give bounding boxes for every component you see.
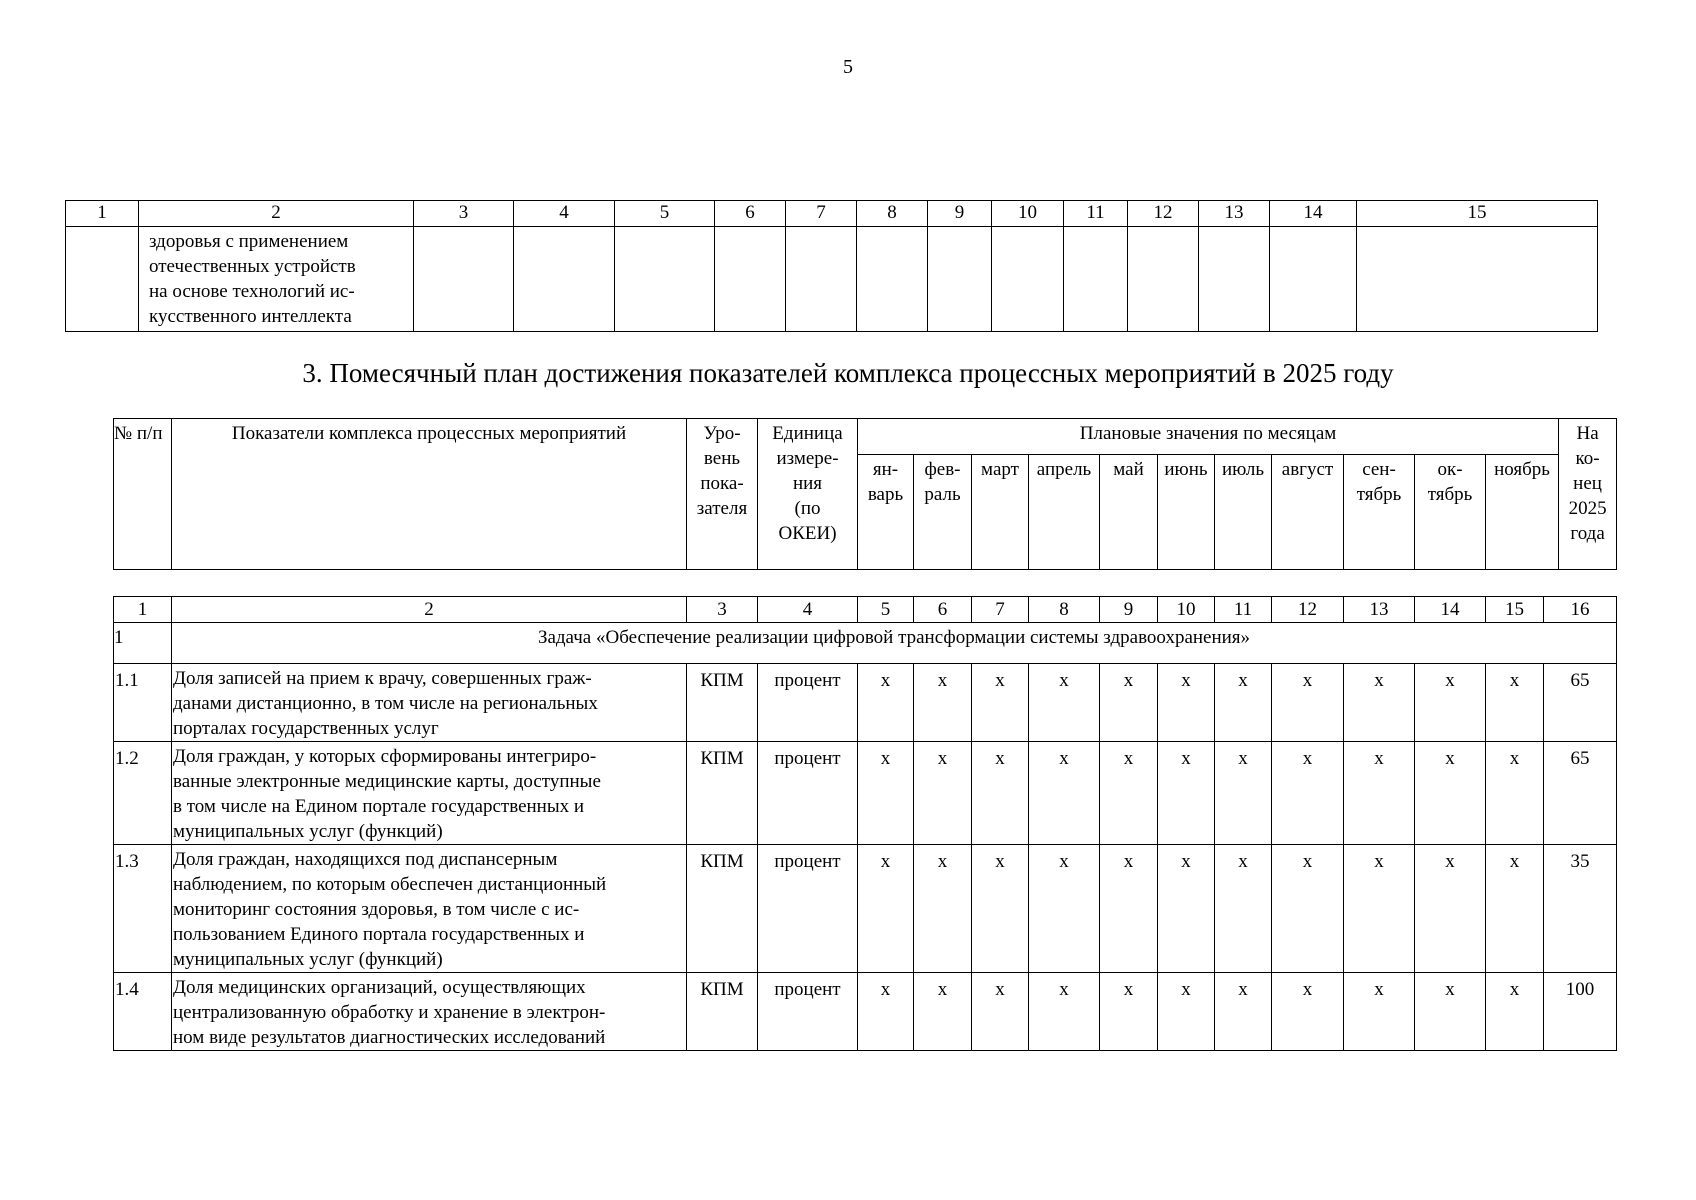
text-line: Доля граждан, находящихся под диспансерным: [173, 849, 558, 870]
col-num-2: 2: [172, 597, 687, 623]
header-end: [1559, 419, 1617, 570]
row-month-value: х: [1215, 973, 1272, 1051]
text-line: раль: [924, 484, 961, 505]
cont-col-8: 8: [857, 201, 928, 227]
cont-col-9: 9: [928, 201, 992, 227]
row-month-value: х: [972, 973, 1029, 1051]
header-indicators: Показатели комплекса процессных мероприятий: [172, 419, 687, 570]
text-line: На: [1576, 423, 1599, 444]
column-numbers-row: [114, 597, 1617, 623]
row-id: 1.1: [114, 664, 172, 742]
table-cell: [1270, 227, 1357, 332]
table-cell: [1064, 227, 1128, 332]
month-may: [1100, 455, 1158, 570]
row-month-value: х: [1100, 845, 1158, 973]
row-id: 1.3: [114, 845, 172, 973]
header-level: [687, 419, 758, 570]
text-line: на основе технологий ис-: [149, 281, 355, 302]
row-month-value: х: [1158, 664, 1215, 742]
row-month-value: х: [858, 845, 914, 973]
text-line: май: [1113, 459, 1144, 480]
table-row: [114, 742, 1617, 845]
cont-col-2: 2: [139, 201, 414, 227]
col-num-9: 9: [1100, 597, 1158, 623]
row-end-value: 65: [1544, 742, 1617, 845]
month-august: [1272, 455, 1344, 570]
row-level: КПМ: [687, 664, 758, 742]
text-line: кусственного интеллекта: [149, 306, 352, 327]
col-num-13: 13: [1344, 597, 1415, 623]
row-month-value: х: [1100, 973, 1158, 1051]
row-month-value: х: [1029, 742, 1100, 845]
text-line: измере-: [776, 448, 839, 469]
row-unit: процент: [758, 845, 858, 973]
text-line: тябрь: [1427, 484, 1473, 505]
row-month-value: х: [1100, 664, 1158, 742]
header-num: № п/п: [114, 419, 172, 570]
cont-col-4: 4: [514, 201, 615, 227]
row-month-value: х: [1344, 664, 1415, 742]
text-line: порталах государственных услуг: [173, 718, 439, 739]
table-cell: [514, 227, 615, 332]
text-line: Единица: [772, 423, 843, 444]
table-row: [114, 973, 1617, 1051]
month-february: [914, 455, 972, 570]
row-month-value: х: [914, 845, 972, 973]
text-line: данами дистанционно, в том числе на региональных: [173, 693, 598, 714]
text-line: август: [1281, 459, 1334, 480]
text-line: фев-: [924, 459, 961, 480]
row-month-value: х: [1272, 973, 1344, 1051]
row-end-value: 100: [1544, 973, 1617, 1051]
cont-col-5: 5: [615, 201, 715, 227]
col-num-1: 1: [114, 597, 172, 623]
row-month-value: х: [1486, 845, 1544, 973]
text-line: пока-: [700, 473, 744, 494]
text-line: отечественных устройств: [149, 256, 356, 277]
month-april: [1029, 455, 1100, 570]
text-line: года: [1570, 523, 1605, 544]
cont-col-12: 12: [1128, 201, 1199, 227]
row-month-value: х: [914, 664, 972, 742]
row-end-value: 65: [1544, 664, 1617, 742]
row-month-value: х: [858, 973, 914, 1051]
table-cell: [928, 227, 992, 332]
table-cell: [715, 227, 786, 332]
text-line: ния: [792, 473, 823, 494]
row-unit: процент: [758, 742, 858, 845]
task-number: 1: [114, 623, 172, 664]
table-cell: [414, 227, 514, 332]
row-name: [172, 664, 687, 742]
month-july: [1215, 455, 1272, 570]
row-month-value: х: [914, 973, 972, 1051]
text-line: июль: [1221, 459, 1265, 480]
task-row: [114, 623, 1617, 664]
table-cell: [1199, 227, 1270, 332]
row-month-value: х: [1272, 845, 1344, 973]
col-num-5: 5: [858, 597, 914, 623]
header-unit: [758, 419, 858, 570]
cont-col-11: 11: [1064, 201, 1128, 227]
continuation-text: [139, 227, 414, 332]
text-line: мониторинг состояния здоровья, в том числе с ис-: [173, 899, 580, 920]
row-month-value: х: [1415, 742, 1486, 845]
text-line: в том числе на Едином портале государственных и: [173, 796, 585, 817]
text-line: Доля записей на прием к врачу, совершенных граж-: [173, 668, 592, 689]
row-month-value: х: [1272, 664, 1344, 742]
text-line: ном виде результатов диагностических исследований: [173, 1027, 606, 1048]
col-num-12: 12: [1272, 597, 1344, 623]
cont-col-7: 7: [786, 201, 857, 227]
continuation-header-row: [66, 201, 1598, 227]
month-march: [972, 455, 1029, 570]
text-line: централизованную обработку и хранение в электрон-: [173, 1002, 606, 1023]
text-line: 2025: [1568, 498, 1607, 519]
row-unit: процент: [758, 664, 858, 742]
text-line: Доля граждан, у которых сформированы интегриро-: [173, 746, 597, 767]
col-num-16: 16: [1544, 597, 1617, 623]
month-june: [1158, 455, 1215, 570]
col-num-6: 6: [914, 597, 972, 623]
table-cell: [1357, 227, 1598, 332]
col-num-11: 11: [1215, 597, 1272, 623]
row-month-value: х: [1215, 742, 1272, 845]
table-cell: [786, 227, 857, 332]
row-month-value: х: [972, 742, 1029, 845]
text-line: Доля медицинских организаций, осуществляющих: [173, 977, 586, 998]
row-month-value: х: [1415, 845, 1486, 973]
cont-col-10: 10: [992, 201, 1064, 227]
row-month-value: х: [972, 845, 1029, 973]
text-line: сен-: [1362, 459, 1396, 480]
cont-col-1: 1: [66, 201, 139, 227]
row-month-value: х: [1344, 845, 1415, 973]
text-line: ноябрь: [1494, 459, 1550, 480]
continuation-row: [66, 227, 1598, 332]
text-line: ок-: [1437, 459, 1463, 480]
plan-header-table: [113, 418, 1617, 570]
row-month-value: х: [858, 742, 914, 845]
row-id: 1.2: [114, 742, 172, 845]
text-line: тябрь: [1356, 484, 1402, 505]
text-line: наблюдением, по которым обеспечен дистанционный: [173, 874, 607, 895]
row-month-value: х: [914, 742, 972, 845]
row-name: [172, 845, 687, 973]
row-month-value: х: [1215, 845, 1272, 973]
row-month-value: х: [1272, 742, 1344, 845]
row-month-value: х: [858, 664, 914, 742]
row-month-value: х: [1100, 742, 1158, 845]
row-month-value: х: [1029, 973, 1100, 1051]
row-level: КПМ: [687, 742, 758, 845]
row-id: 1.4: [114, 973, 172, 1051]
text-line: ванные электронные медицинские карты, доступные: [173, 771, 601, 792]
table-cell: [1128, 227, 1199, 332]
month-october: [1415, 455, 1486, 570]
cont-col-14: 14: [1270, 201, 1357, 227]
col-num-8: 8: [1029, 597, 1100, 623]
row-level: КПМ: [687, 973, 758, 1051]
table-cell: [992, 227, 1064, 332]
row-month-value: х: [1029, 845, 1100, 973]
task-title: Задача «Обеспечение реализации цифровой трансформации системы здравоохранения»: [172, 623, 1617, 664]
header-row-1: [114, 419, 1617, 455]
row-month-value: х: [1486, 742, 1544, 845]
text-line: ко-: [1575, 448, 1600, 469]
table-row: [114, 664, 1617, 742]
text-line: Уро-: [703, 423, 741, 444]
row-month-value: х: [1415, 973, 1486, 1051]
text-line: пользованием Единого портала государственных и: [173, 924, 585, 945]
row-month-value: х: [972, 664, 1029, 742]
row-month-value: х: [1486, 664, 1544, 742]
table-cell: [66, 227, 139, 332]
month-september: [1344, 455, 1415, 570]
row-unit: процент: [758, 973, 858, 1051]
continuation-table: [65, 200, 1598, 332]
text-line: июнь: [1164, 459, 1208, 480]
row-month-value: х: [1486, 973, 1544, 1051]
col-num-15: 15: [1486, 597, 1544, 623]
header-planned: Плановые значения по месяцам: [858, 419, 1559, 455]
col-num-14: 14: [1415, 597, 1486, 623]
text-line: муниципальных услуг (функций): [173, 949, 443, 970]
text-line: вень: [703, 448, 741, 469]
text-line: зателя: [696, 498, 748, 519]
plan-body-table: [113, 596, 1617, 1051]
section-title: 3. Помесячный план достижения показателей комплекса процессных мероприятий в 2025 году: [302, 358, 1394, 388]
row-name: [172, 973, 687, 1051]
row-month-value: х: [1215, 664, 1272, 742]
col-num-7: 7: [972, 597, 1029, 623]
row-name: [172, 742, 687, 845]
text-line: варь: [867, 484, 904, 505]
col-num-4: 4: [758, 597, 858, 623]
page-number: 5: [843, 56, 853, 78]
text-line: здоровья с применением: [149, 231, 349, 252]
row-month-value: х: [1344, 973, 1415, 1051]
text-line: ОКЕИ): [778, 523, 837, 544]
row-end-value: 35: [1544, 845, 1617, 973]
table-row: [114, 845, 1617, 973]
row-month-value: х: [1029, 664, 1100, 742]
table-cell: [615, 227, 715, 332]
cont-col-6: 6: [715, 201, 786, 227]
table-cell: [857, 227, 928, 332]
col-num-10: 10: [1158, 597, 1215, 623]
cont-col-13: 13: [1199, 201, 1270, 227]
row-month-value: х: [1158, 845, 1215, 973]
text-line: нец: [1573, 473, 1602, 494]
col-num-3: 3: [687, 597, 758, 623]
cont-col-15: 15: [1357, 201, 1598, 227]
month-january: [858, 455, 914, 570]
row-month-value: х: [1344, 742, 1415, 845]
cont-col-3: 3: [414, 201, 514, 227]
month-november: [1486, 455, 1559, 570]
row-level: КПМ: [687, 845, 758, 973]
text-line: (по: [794, 498, 821, 519]
text-line: ян-: [872, 459, 899, 480]
row-month-value: х: [1158, 742, 1215, 845]
text-line: муниципальных услуг (функций): [173, 821, 443, 842]
row-month-value: х: [1415, 664, 1486, 742]
row-month-value: х: [1158, 973, 1215, 1051]
text-line: апрель: [1036, 459, 1092, 480]
text-line: март: [981, 459, 1019, 480]
